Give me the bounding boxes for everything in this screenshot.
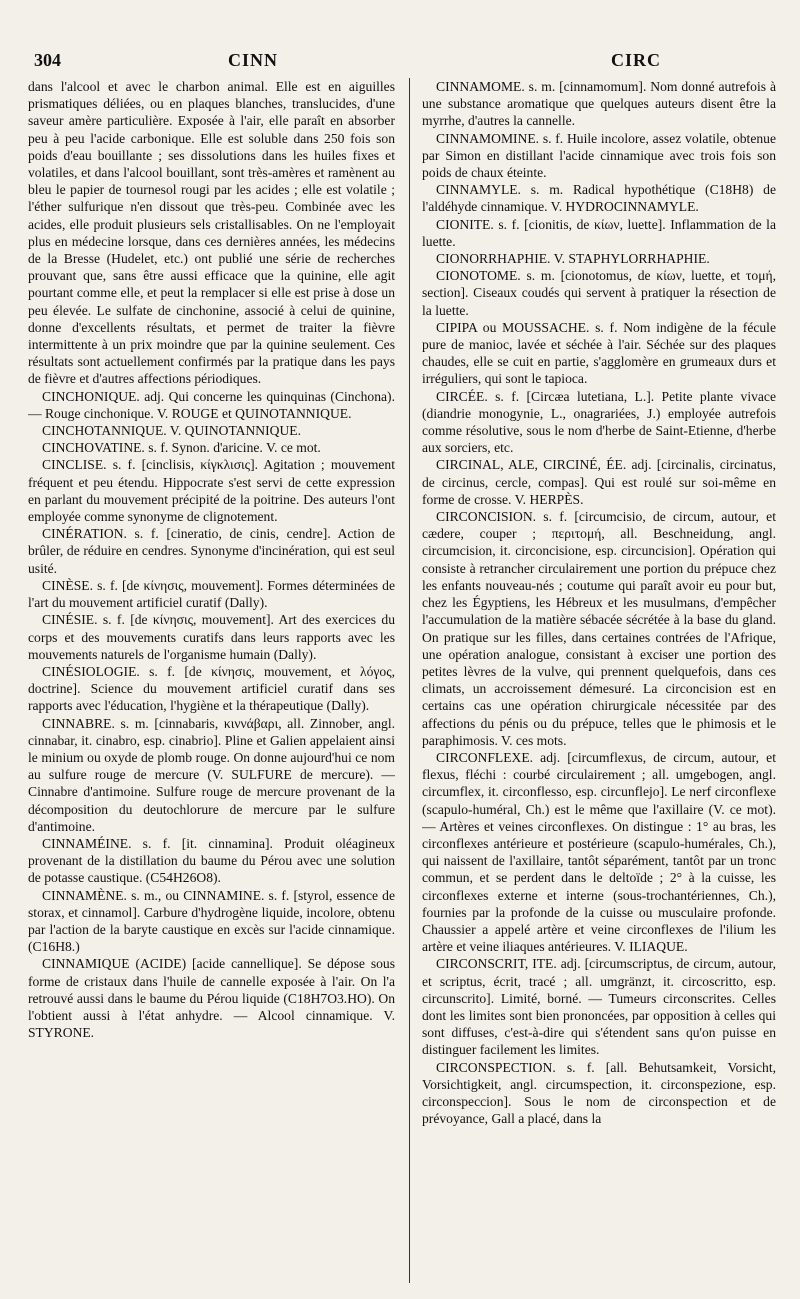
entry-cipipa: CIPIPA ou MOUSSACHE. s. f. Nom indigène de la fécule pure de manioc, lavée et séchée à l'air. Séchée sur des plaques chaudes, elle se cuit en partie, s'agglomère en grumeaux durs et irréguliers, qui sont le tapioca. [422,319,776,387]
entry-cinesiologie: CINÉSIOLOGIE. s. f. [de κίνησις, mouvement, et λόγος, doctrine]. Science du mouvement artificiel curatif dans ses rapports avec l'éducation, l'hygiène et la thérapeutique (Dally). [28,663,395,714]
page-number: 304 [34,50,61,70]
left-headword: CINN [228,50,279,70]
entry-circoncision: CIRCONCISION. s. f. [circumcisio, de circum, autour, et cædere, couper ; περιτομή, all. Beschneidung, angl. circumcision, it. circoncisione, esp. circuncision]. Opération qui consiste à retrancher circulairement une portion du prépuce chez les enfants nouveau-nés ; coutume qui paraît avoir eu pour but, chez les Égyptiens, les Hébreux et les musulmans, d'empêcher l'accumulation de la matière sébacée sécrétée à la base du gland. On pratique sur les filles, dans certaines contrées de l'Afrique, une opération analogue, consistant à exciser une portion des petites lèvres de la vulve, qui prennent quelquefois, dans ces climats, un accroissement démesuré. La circoncision est en certains cas une opération chirurgicale nécessitée par des affections du pénis ou du prépuce, telles que le phimosis et le paraphimosis. V. ces mots. [422,509,776,748]
entry-cinchonique: CINCHONIQUE. adj. Qui concerne les quinquinas (Cinchona). — Rouge cinchonique. V. ROUGE et QUINOTANNIQUE. [28,388,395,421]
entry-cinnamomine: CINNAMOMINE. s. f. Huile incolore, assez volatile, obtenue par Simon en distillant l'acide cinnamique avec trois fois son poids de chaux éteinte. [422,130,776,181]
entry-cionotome: CIONOTOME. s. m. [cionotomus, de κίων, luette, et τομή, section]. Ciseaux coudés qui servent à pratiquer la résection de la luette. [422,268,776,318]
entry-circee: CIRCÉE. s. f. [Circæa lutetiana, L.]. Petite plante vivace (diandrie monogynie, L., onagrariées, J.) employée autrefois comme résolutive, sous le nom d'herbe de Saint-Etienne, d'herbe aux sorciers, etc. [422,388,776,456]
entry-cinnameine: CINNAMÉINE. s. f. [it. cinnamina]. Produit oléagineux provenant de la distillation du baume du Pérou avec une solution de potasse caustique. (C54H26O8). [28,835,395,886]
right-headword: CIRC [611,50,662,70]
running-head [28,50,776,72]
entry-cionite: CIONITE. s. f. [cionitis, de κίων, luette]. Inflammation de la luette. [422,216,776,249]
columns [28,78,776,1289]
right-column [422,78,776,1289]
entry-cinesie: CINÉSIE. s. f. [de κίνησις, mouvement]. Art des exercices du corps et des mouvements curatifs dans leurs rapports avec les mouvements naturels de l'organisme humain (Dally). [28,612,395,662]
entry-circonscrit: CIRCONSCRIT, ITE. adj. [circumscriptus, de circum, autour, et scriptus, écrit, tracé ; all. umgränzt, it. circoscritto, esp. circunscrito]. Limité, borné. — Tumeurs circonscrites. Celles dont les limites sont bien prononcées, par opposition à celles qui sont diffuses, c'est-à-dire qui s'étendent sans qu'on puisse en distinguer facilement les limites. [422,956,776,1058]
entry-continuation: dans l'alcool et avec le charbon animal. Elle est en aiguilles prismatiques déliées, ou en plaques blanches, translucides, d'une saveur amère particulière. Exposée à l'air, elle paraît en absorber peu à peu l'acide carbonique. Elle est soluble dans 250 fois son poids d'eau bouillante ; ses dissolutions dans les huiles fixes et volatiles, et dans l'alcool bouillant, sont très-amères et ramènent au bleu le papier de tournesol rougi par les acides ; elle est volatile ; l'éther sulfurique n'en dissout que très-peu. Combinée avec les acides, elle produit plusieurs sels cristallisables. On ne l'employait plus en médecine lorsque, dans ces dernières années, les médecins de la Bresse (Hudelet, etc.) ont publié une série de recherches prouvant que, sans être aussi efficace que la quinine, elle agit pourtant comme elle, et peut la remplacer si elle est prise à dose un peu élevée. Le sulfate de cinchonine, associé à celui de quinine, donne d'excellents résultats, et permet de traiter la fièvre intermittente à un prix moindre que par la quinine seulement. Ces résultats sont actuellement confirmés par la pratique dans les pays de fièvre et d'autres affections périodiques. [28,79,395,387]
entry-cinnamyle: CINNAMYLE. s. m. Radical hypothétique (C18H8) de l'aldéhyde cinnamique. V. HYDROCINNAMYLE. [422,182,776,215]
entry-circonflexe: CIRCONFLEXE. adj. [circumflexus, de circum, autour, et flexus, fléchi : courbé circulairement ; all. umgebogen, angl. circumflex, it. circonflesso, esp. circunflejo]. Le nerf circonflexe (scapulo-huméral, Ch.) est le même que l'axillaire (V. ce mot). — Artères et veines circonflexes. On distingue : 1° au bras, les circonflexes antérieure et postérieure (scapulo-humérales, Ch.), qui naissent de l'axillaire, tantôt séparément, tantôt par un tronc commun, et se perdent dans le deltoïde ; 2° à la cuisse, les circonflexes externe et interne (sous-trochantériennes, Ch.), fournies par la profonde de la cuisse ou musculaire profonde. Chaussier a appelé artère et veine circonflexes de l'ilium les artère et veine iliaques antérieures. V. ILIAQUE. [422,749,776,955]
entry-cinnamique: CINNAMIQUE (ACIDE) [acide cannellique]. Se dépose sous forme de cristaux dans l'huile de cannelle exposée à l'air. On l'a retrouvé aussi dans le baume du Pérou liquide (C18H7O3.HO). On l'obtient aussi à l'état anhydre. — Alcool cinnamique. V. STYRONE. [28,956,395,1041]
entry-cinese: CINÈSE. s. f. [de κίνησις, mouvement]. Formes déterminées de l'art du mouvement artificiel curatif (Dally). [28,577,395,611]
entry-circinal: CIRCINAL, ALE, CIRCINÉ, ÉE. adj. [circinalis, circinatus, de circinus, cercle, compas]. Qui est roulé sur soi-même en forme de crosse. V. HERPÈS. [422,457,776,507]
entry-cinchovatine: CINCHOVATINE. s. f. Synon. d'aricine. V. ce mot. [42,440,321,456]
entry-cinclise: CINCLISE. s. f. [cinclisis, κίγκλισις]. Agitation ; mouvement fréquent et peu étendu. Hippocrate s'est servi de cette expression en parlant du mouvement précipité de la poitrine. Des auteurs l'ont employée comme synonyme de clignotement. [28,457,395,525]
entry-cinnamome: CINNAMOME. s. m. [cinnamomum]. Nom donné autrefois à une substance aromatique que quelques auteurs disent être la myrrhe, d'autres la cannelle. [422,79,776,129]
entry-circonspection: CIRCONSPECTION. s. f. [all. Behutsamkeit, Vorsicht, Vorsichtigkeit, angl. circumspection, it. circonspezione, esp. circonspeccion]. Sous le nom de circonspection et de prévoyance, Gall a placé, dans la [422,1059,776,1127]
entry-cinchotannique: CINCHOTANNIQUE. V. QUINOTANNIQUE. [42,423,301,439]
entry-cineration: CINÉRATION. s. f. [cineratio, de cinis, cendre]. Action de brûler, de réduire en cendres. Synonyme d'incinération, qui est seul usité. [28,526,395,576]
entry-cinnamene: CINNAMÈNE. s. m., ou CINNAMINE. s. f. [styrol, essence de storax, et cinnamol]. Carbure d'hydrogène liquide, incolore, obtenu par l'action de la baryte caustique en excès sur l'acide cinnamique. (C16H8.) [28,887,395,955]
left-column [28,78,395,1289]
entry-cionorrhaphie: CIONORRHAPHIE. V. STAPHYLORRHAPHIE. [436,251,710,267]
column-divider [409,78,410,1283]
entry-cinnabre: CINNABRE. s. m. [cinnabaris, κιννάβαρι, all. Zinnober, angl. cinnabar, it. cinabro, esp. cinabrio]. Pline et Galien appelaient ainsi le minium ou oxyde de plomb rouge. On donne aujourd'hui ce nom au sulfure rouge de mercure (V. SULFURE de mercure). — Cinnabre d'antimoine. Sulfure rouge de mercure provenant de la décomposition du deutochlorure de mercure par le sulfure d'antimoine. [28,715,395,834]
